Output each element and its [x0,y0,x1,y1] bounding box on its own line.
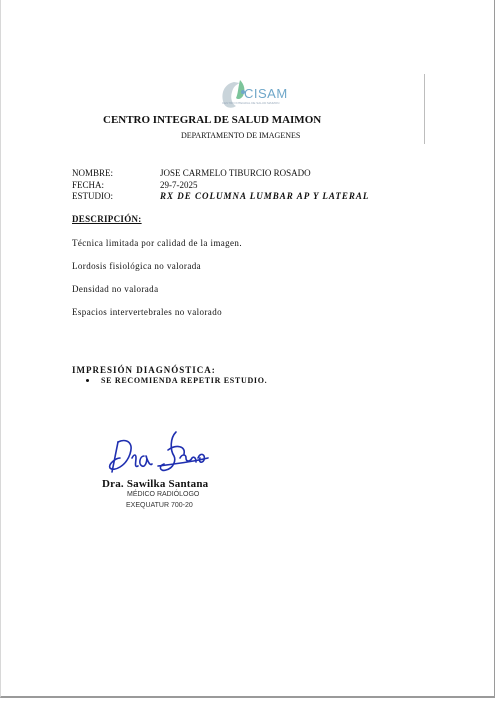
impression-item [86,376,267,385]
study-name: RX DE COLUMNA LUMBAR AP Y LATERAL [160,191,370,201]
description-line: Lordosis fisiológica no valorada [72,261,202,271]
description-line: Técnica limitada por calidad de la imagen. [72,238,242,248]
impression-heading: IMPRESIÓN DIAGNÓSTICA: [72,365,216,375]
name-label: NOMBRE: [72,168,114,178]
impression-item-text: SE RECOMIENDA REPETIR ESTUDIO. [101,376,268,385]
logo-subtitle: CENTRO INTEGRAL DE SALUD MAIMON [222,101,280,105]
bullet-icon [86,379,89,382]
physician-title: MÉDICO RADIÓLOGO [127,491,200,498]
description-line: Densidad no valorada [72,284,159,294]
organization-name: CENTRO INTEGRAL DE SALUD MAIMON [103,114,322,126]
study-date: 29-7-2025 [160,180,198,190]
patient-name: JOSE CARMELO TIBURCIO ROSADO [160,168,311,178]
physician-name: Dra. Sawilka Santana [102,478,209,490]
date-label: FECHA: [72,180,105,190]
physician-exequatur: EXEQUATUR 700-20 [126,502,193,509]
department-name: DEPARTAMENTO DE IMAGENES [181,131,301,140]
impression-list [86,376,267,385]
description-line: Espacios intervertebrales no valorado [72,307,222,317]
page-divider-line [424,74,425,144]
logo-text: CISAM [244,86,288,101]
study-label: ESTUDIO: [72,191,113,201]
handwritten-signature [104,428,214,480]
description-heading: DESCRIPCIÓN: [72,214,142,224]
